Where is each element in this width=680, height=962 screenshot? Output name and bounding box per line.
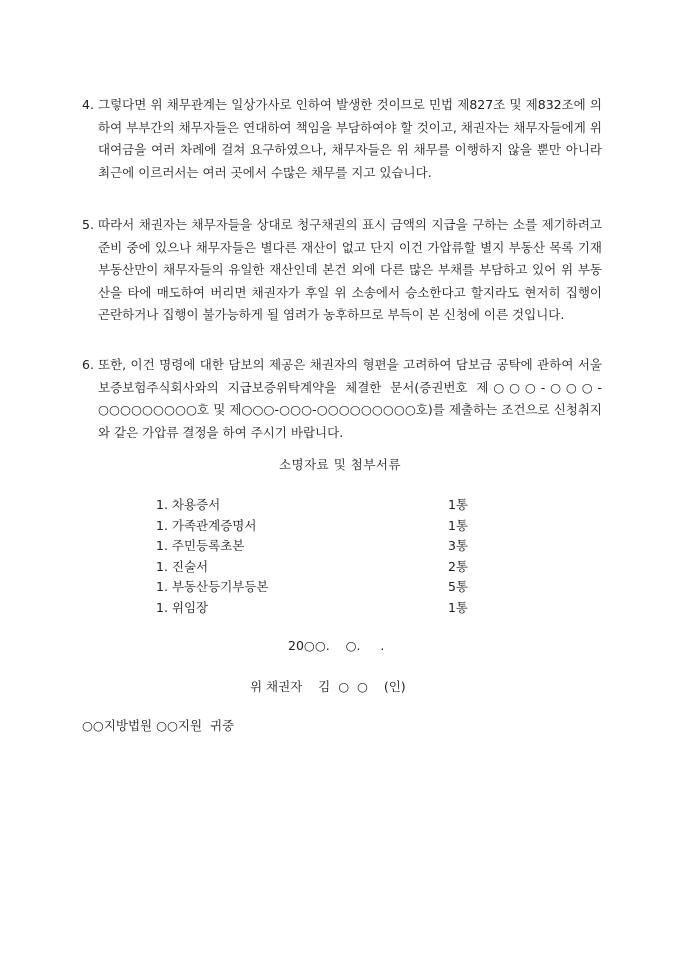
attachment-count: 1통	[447, 517, 468, 533]
paragraph-text: 그렇다면 위 채무관계는 일상가사로 인하여 발생한 것이므로 민법 제827조 및 제832조에 의하여 부부간의 채무자들은 연대하여 책임을 부담하여야 할 것이고, 채권자는 채무자들에게 위 대여금을 여러 차례에 걸쳐 요구하였으나, 채무자들은 위 채무를 이행하지 않을 뿐만 아니라 최근에 이르러서는 여러 곳에서 수많은 채무를 지고 있습니다.	[98, 97, 602, 180]
attachments-heading: 소명자료 및 첨부서류	[278, 457, 402, 472]
paragraph-number: 5.	[82, 217, 94, 232]
attachment-count: 1통	[447, 497, 468, 512]
attachment-label: 1. 주민등록초본	[156, 538, 245, 553]
list-item	[156, 598, 468, 619]
paragraph-number: 4.	[82, 97, 94, 112]
paragraph-number: 6.	[82, 357, 94, 372]
paragraph-4	[82, 94, 602, 184]
list-item	[156, 557, 468, 578]
court-addressee: ○○지방법원 ○○지원 귀중	[82, 718, 235, 733]
attachment-label: 1. 위임장	[156, 599, 209, 615]
paragraph-text: 따라서 채권자는 채무자들을 상대로 청구채권의 표시 금액의 지급을 구하는 소를 제기하려고 준비 중에 있으나 채무자들은 별다른 재산이 없고 단지 이건 가압류할 별지 부동산 목록 기재 부동산만이 채무자들의 유일한 재산인데 본건 외에 다른 많은 부채를 부담하고 있어 위 부동산을 타에 매도하여 버리면 채권자가 후일 위 소송에서 승소한다고 할지라도 현저히 집행이 곤란하거나 집행이 불가능하게 될 염려가 농후하므로 부득이 본 신청에 이른 것입니다.	[98, 217, 602, 322]
list-item	[156, 516, 468, 537]
paragraph-5	[82, 214, 602, 327]
paragraph-6	[82, 354, 602, 444]
attachment-label: 1. 진술서	[156, 558, 209, 574]
attachment-count: 1통	[447, 599, 468, 615]
document-date: 20○○. ○. .	[288, 638, 385, 653]
list-item	[156, 495, 468, 516]
attachment-count: 5통	[447, 579, 468, 594]
attachment-count: 3통	[447, 538, 468, 553]
attachments-list	[156, 495, 468, 618]
list-item	[156, 577, 468, 598]
attachment-label: 1. 부동산등기부등본	[156, 579, 269, 594]
attachment-count: 2통	[447, 558, 468, 574]
list-item	[156, 536, 468, 557]
paragraph-text: 또한, 이건 명령에 대한 담보의 제공은 채권자의 형편을 고려하여 담보금 공탁에 관하여 서울보증보험주식회사와의 지급보증위탁계약을 체결한 문서(증권번호 제○○○-○○○-○○○○○○○○○호 및 제○○○-○○○-○○○○○○○○○호)를 제출하는 조건으로 신청취지와 같은 가압류 결정을 하여 주시기 바랍니다.	[98, 357, 602, 440]
attachment-label: 1. 가족관계증명서	[156, 517, 257, 533]
signer-line: 위 채권자 김 ○ ○ (인)	[250, 679, 406, 694]
attachment-label: 1. 차용증서	[156, 497, 221, 512]
